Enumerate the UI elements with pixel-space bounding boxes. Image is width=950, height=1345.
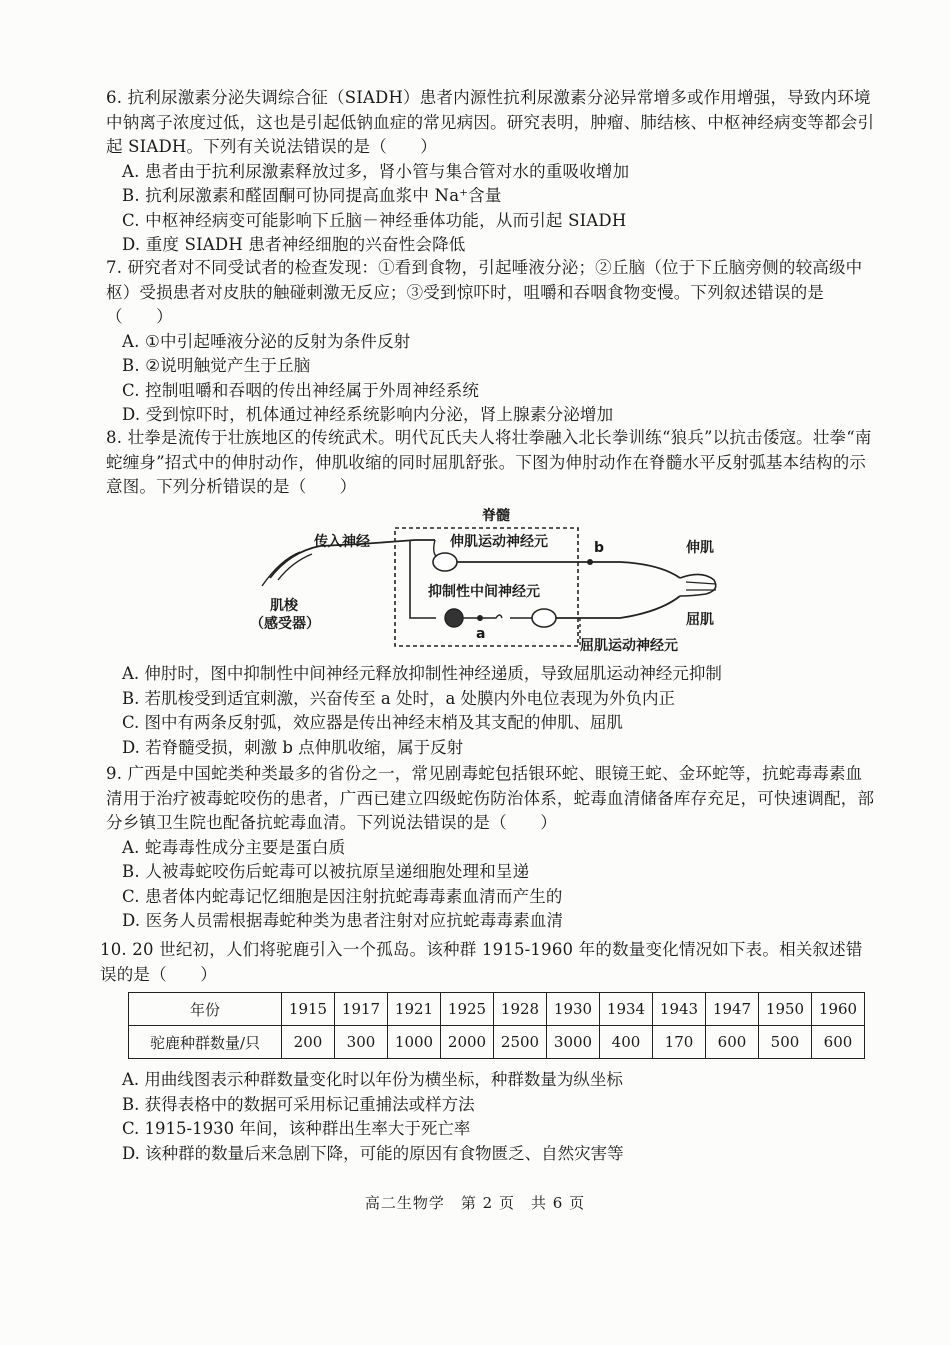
muscle-fibers — [686, 582, 716, 590]
table-cell: 200 — [282, 1026, 335, 1059]
question-6-option-c: C. 中枢神经病变可能影响下丘脑－神经垂体功能，从而引起 SIADH — [122, 210, 627, 230]
table-cell: 1917 — [335, 993, 388, 1026]
question-10-option-c: C. 1915-1930 年间，该种群出生率大于死亡率 — [122, 1119, 471, 1138]
question-10-option-d: D. 该种群的数量后来急剧下降，可能的原因有食物匮乏、自然灾害等 — [122, 1143, 624, 1163]
table-cell: 1950 — [759, 993, 812, 1026]
table-header-year: 年份 — [129, 993, 282, 1026]
page-footer: 高二生物学 第 2 页 共 6 页 — [364, 1194, 586, 1212]
table-row-counts — [129, 1026, 865, 1059]
label-muscle-spindle: 肌梭 — [270, 598, 298, 614]
question-7-option-c: C. 控制咀嚼和吞咽的传出神经属于外周神经系统 — [122, 380, 480, 400]
question-6-option-b: B. 抗利尿激素和醛固酮可协同提高血浆中 Na⁺含量 — [122, 186, 502, 205]
table-cell: 3000 — [547, 1026, 600, 1059]
question-10-option-a: A. 用曲线图表示种群数量变化时以年份为横坐标，种群数量为纵坐标 — [122, 1070, 623, 1089]
question-8 — [106, 426, 876, 500]
table-cell: 500 — [759, 1026, 812, 1059]
question-9-option-c: C. 患者体内蛇毒记忆细胞是因注射抗蛇毒毒素血清而产生的 — [122, 886, 563, 906]
synapse-flexor — [483, 615, 502, 618]
question-7-option-d: D. 受到惊吓时，机体通过神经系统影响内分泌，肾上腺素分泌增加 — [122, 405, 614, 424]
label-afferent-nerve: 传入神经 — [314, 534, 370, 550]
label-flexor-motor-neuron: 屈肌运动神经元 — [580, 638, 678, 654]
synapse-extensor — [434, 540, 436, 556]
table-cell: 1928 — [494, 993, 547, 1026]
question-10 — [100, 938, 870, 987]
label-extensor-motor-neuron: 伸肌运动神经元 — [450, 534, 548, 550]
table-cell: 1960 — [812, 993, 865, 1026]
muscle-shape — [680, 574, 716, 596]
table-cell: 1915 — [282, 993, 335, 1026]
label-receptor: （感受器） — [250, 616, 320, 632]
question-8-option-d: D. 若脊髓受损，刺激 b 点伸肌收缩，属于反射 — [122, 737, 464, 757]
label-extensor-muscle: 伸肌 — [686, 540, 714, 556]
label-spinal-cord: 脊髓 — [482, 508, 510, 524]
afferent-branch — [410, 540, 436, 618]
question-6-option-d: D. 重度 SIADH 患者神经细胞的兴奋性会降低 — [122, 235, 466, 254]
question-9-stem: 9. 广西是中国蛇类种类最多的省份之一，常见剧毒蛇包括银环蛇、眼镜王蛇、金环蛇等，抗蛇毒毒素血清用于治疗被毒蛇咬伤的患者，广西已建立四级蛇伤防治体系，蛇毒血清储备库存充足，可快速调配，部分乡镇卫生院也配备抗蛇毒血清。下列说法错误的是（ ） — [106, 764, 875, 832]
table-cell: 1925 — [441, 993, 494, 1026]
flexor-motor-neuron-body — [532, 609, 556, 627]
question-8-option-b: B. 若肌梭受到适宜刺激，兴奋传至 a 处时，a 处膜内外电位表现为外负内正 — [122, 688, 676, 708]
question-7-option-a: A. ①中引起唾液分泌的反射为条件反射 — [122, 331, 411, 351]
table-cell: 600 — [706, 1026, 759, 1059]
question-9-option-b: B. 人被毒蛇咬伤后蛇毒可以被抗原呈递细胞处理和呈递 — [122, 862, 530, 881]
question-6-option-a: A. 患者由于抗利尿激素释放过多，肾小管与集合管对水的重吸收增加 — [122, 161, 630, 181]
question-8-option-c: C. 图中有两条反射弧，效应器是传出神经末梢及其支配的伸肌、屈肌 — [122, 713, 624, 732]
table-cell: 1947 — [706, 993, 759, 1026]
question-6-stem: 6. 抗利尿激素分泌失调综合征（SIADH）患者内源性抗利尿激素分泌异常增多或作用增强，导致内环境中钠离子浓度过低，这也是引起低钠血症的常见病因。研究表明，肿瘤、肺结核、中枢神经病变等都会引起 SIADH。下列有关说法错误的是（ ） — [106, 88, 875, 156]
table-row-years — [129, 993, 865, 1026]
table-cell: 400 — [600, 1026, 653, 1059]
question-6 — [106, 86, 876, 258]
table-cell: 1000 — [388, 1026, 441, 1059]
question-8-option-a: A. 伸肘时，图中抑制性中间神经元释放抑制性神经递质，导致屈肌运动神经元抑制 — [122, 664, 722, 683]
question-10-options — [106, 1068, 876, 1166]
table-cell: 2000 — [441, 1026, 494, 1059]
question-9-option-a: A. 蛇毒毒性成分主要是蛋白质 — [122, 837, 346, 857]
question-9 — [106, 762, 876, 934]
question-10-stem: 10. 20 世纪初，人们将驼鹿引入一个孤岛。该种群 1915-1960 年的数量变化情况如下表。相关叙述错误的是（ ） — [100, 940, 863, 984]
question-8-options — [106, 662, 876, 760]
table-cell: 1943 — [653, 993, 706, 1026]
extensor-motor-neuron-body — [433, 553, 457, 571]
label-point-b: b — [594, 540, 605, 556]
table-cell: 2500 — [494, 1026, 547, 1059]
question-8-stem: 8. 壮拳是流传于壮族地区的传统武术。明代瓦氏夫人将壮拳融入北长拳训练“狼兵”以抗击倭寇。壮拳“南蛇缠身”招式中的伸肘动作，伸肌收缩的同时屈肌舒张。下图为伸肘动作在脊髓水平反射弧基本结构的示意图。下列分析错误的是（ ） — [106, 428, 872, 496]
point-a-marker — [477, 615, 483, 621]
point-b-marker — [587, 559, 593, 565]
table-cell: 300 — [335, 1026, 388, 1059]
table-header-count: 驼鹿种群数量/只 — [129, 1026, 282, 1059]
label-inhibitory-interneuron: 抑制性中间神经元 — [428, 584, 540, 600]
population-table — [128, 992, 865, 1059]
question-7-stem: 7. 研究者对不同受试者的检查发现：①看到食物，引起唾液分泌；②丘脑（位于下丘脑旁侧的较高级中枢）受损患者对皮肤的触碰刺激无反应；③受到惊吓时，咀嚼和吞咽食物变慢。下列叙述错误的是（ ） — [106, 258, 863, 326]
table-cell: 1930 — [547, 993, 600, 1026]
table-cell: 600 — [812, 1026, 865, 1059]
label-point-a: a — [476, 626, 486, 642]
question-9-option-d: D. 医务人员需根据毒蛇种类为患者注射对应抗蛇毒毒素血清 — [122, 911, 564, 930]
question-7 — [106, 256, 876, 428]
inhibitory-interneuron-body — [445, 609, 463, 627]
extensor-efferent-nerve — [457, 562, 680, 578]
label-flexor-muscle: 屈肌 — [686, 612, 714, 628]
question-10-option-b: B. 获得表格中的数据可采用标记重捕法或样方法 — [122, 1094, 475, 1114]
question-7-option-b: B. ②说明触觉产生于丘脑 — [122, 356, 311, 375]
table-cell: 1921 — [388, 993, 441, 1026]
muscle-spindle-fiber — [262, 552, 300, 586]
muscle-spindle-fiber-2 — [278, 554, 312, 580]
flexor-efferent-nerve — [556, 596, 680, 618]
table-cell: 170 — [653, 1026, 706, 1059]
reflex-arc-diagram — [240, 500, 740, 658]
table-cell: 1934 — [600, 993, 653, 1026]
